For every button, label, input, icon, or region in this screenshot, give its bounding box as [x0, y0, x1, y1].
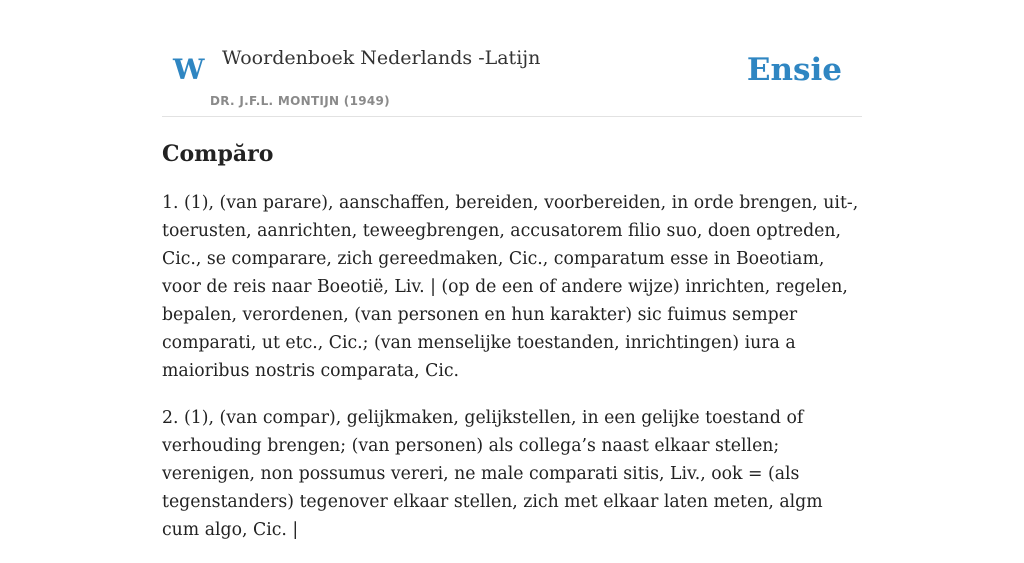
headword-part-after: ro	[247, 141, 274, 167]
dictionary-logo-icon[interactable]: W	[173, 53, 205, 86]
headword-accent: ă	[232, 141, 248, 167]
dictionary-title[interactable]: Woordenboek Nederlands -Latijn	[222, 47, 541, 69]
definition-2: 2. (1), (van compar), gelijkmaken, gelijkstellen, in een gelijke toestand of verhouding brengen; (van personen) als collega’s naast elkaar stellen; verenigen, non possumus vereri, ne male comparati sitis, Liv., ook = (als tegenstanders) tegenover elkaar stellen, zich met elkaar laten meten, algm cum algo, Cic. |	[162, 408, 823, 540]
entry-content	[162, 138, 862, 563]
definition-1: 1. (1), (van parare), aanschaffen, bereiden, voorbereiden, in orde brengen, uit-, toerusten, aanrichten, teweegbrengen, accusatorem filio suo, doen optreden, Cic., se comparare, zich gereedmaken, Cic., comparatum esse in Boeotiam, voor de reis naar Boeotië, Liv. | (op de een of andere wijze) inrichten, regelen, bepalen, verordenen, (van personen en hun karakter) sic fuimus semper comparati, ut etc., Cic.; (van menselijke toestanden, inrichtingen) iura a maioribus nostris comparata, Cic.	[162, 193, 859, 381]
entry-headword	[162, 138, 862, 170]
headword-part-before: Comp	[162, 141, 233, 167]
dictionary-header	[162, 0, 862, 117]
ensie-brand-logo[interactable]: Ensie	[746, 52, 842, 88]
dictionary-author: DR. J.F.L. MONTIJN (1949)	[210, 94, 390, 108]
